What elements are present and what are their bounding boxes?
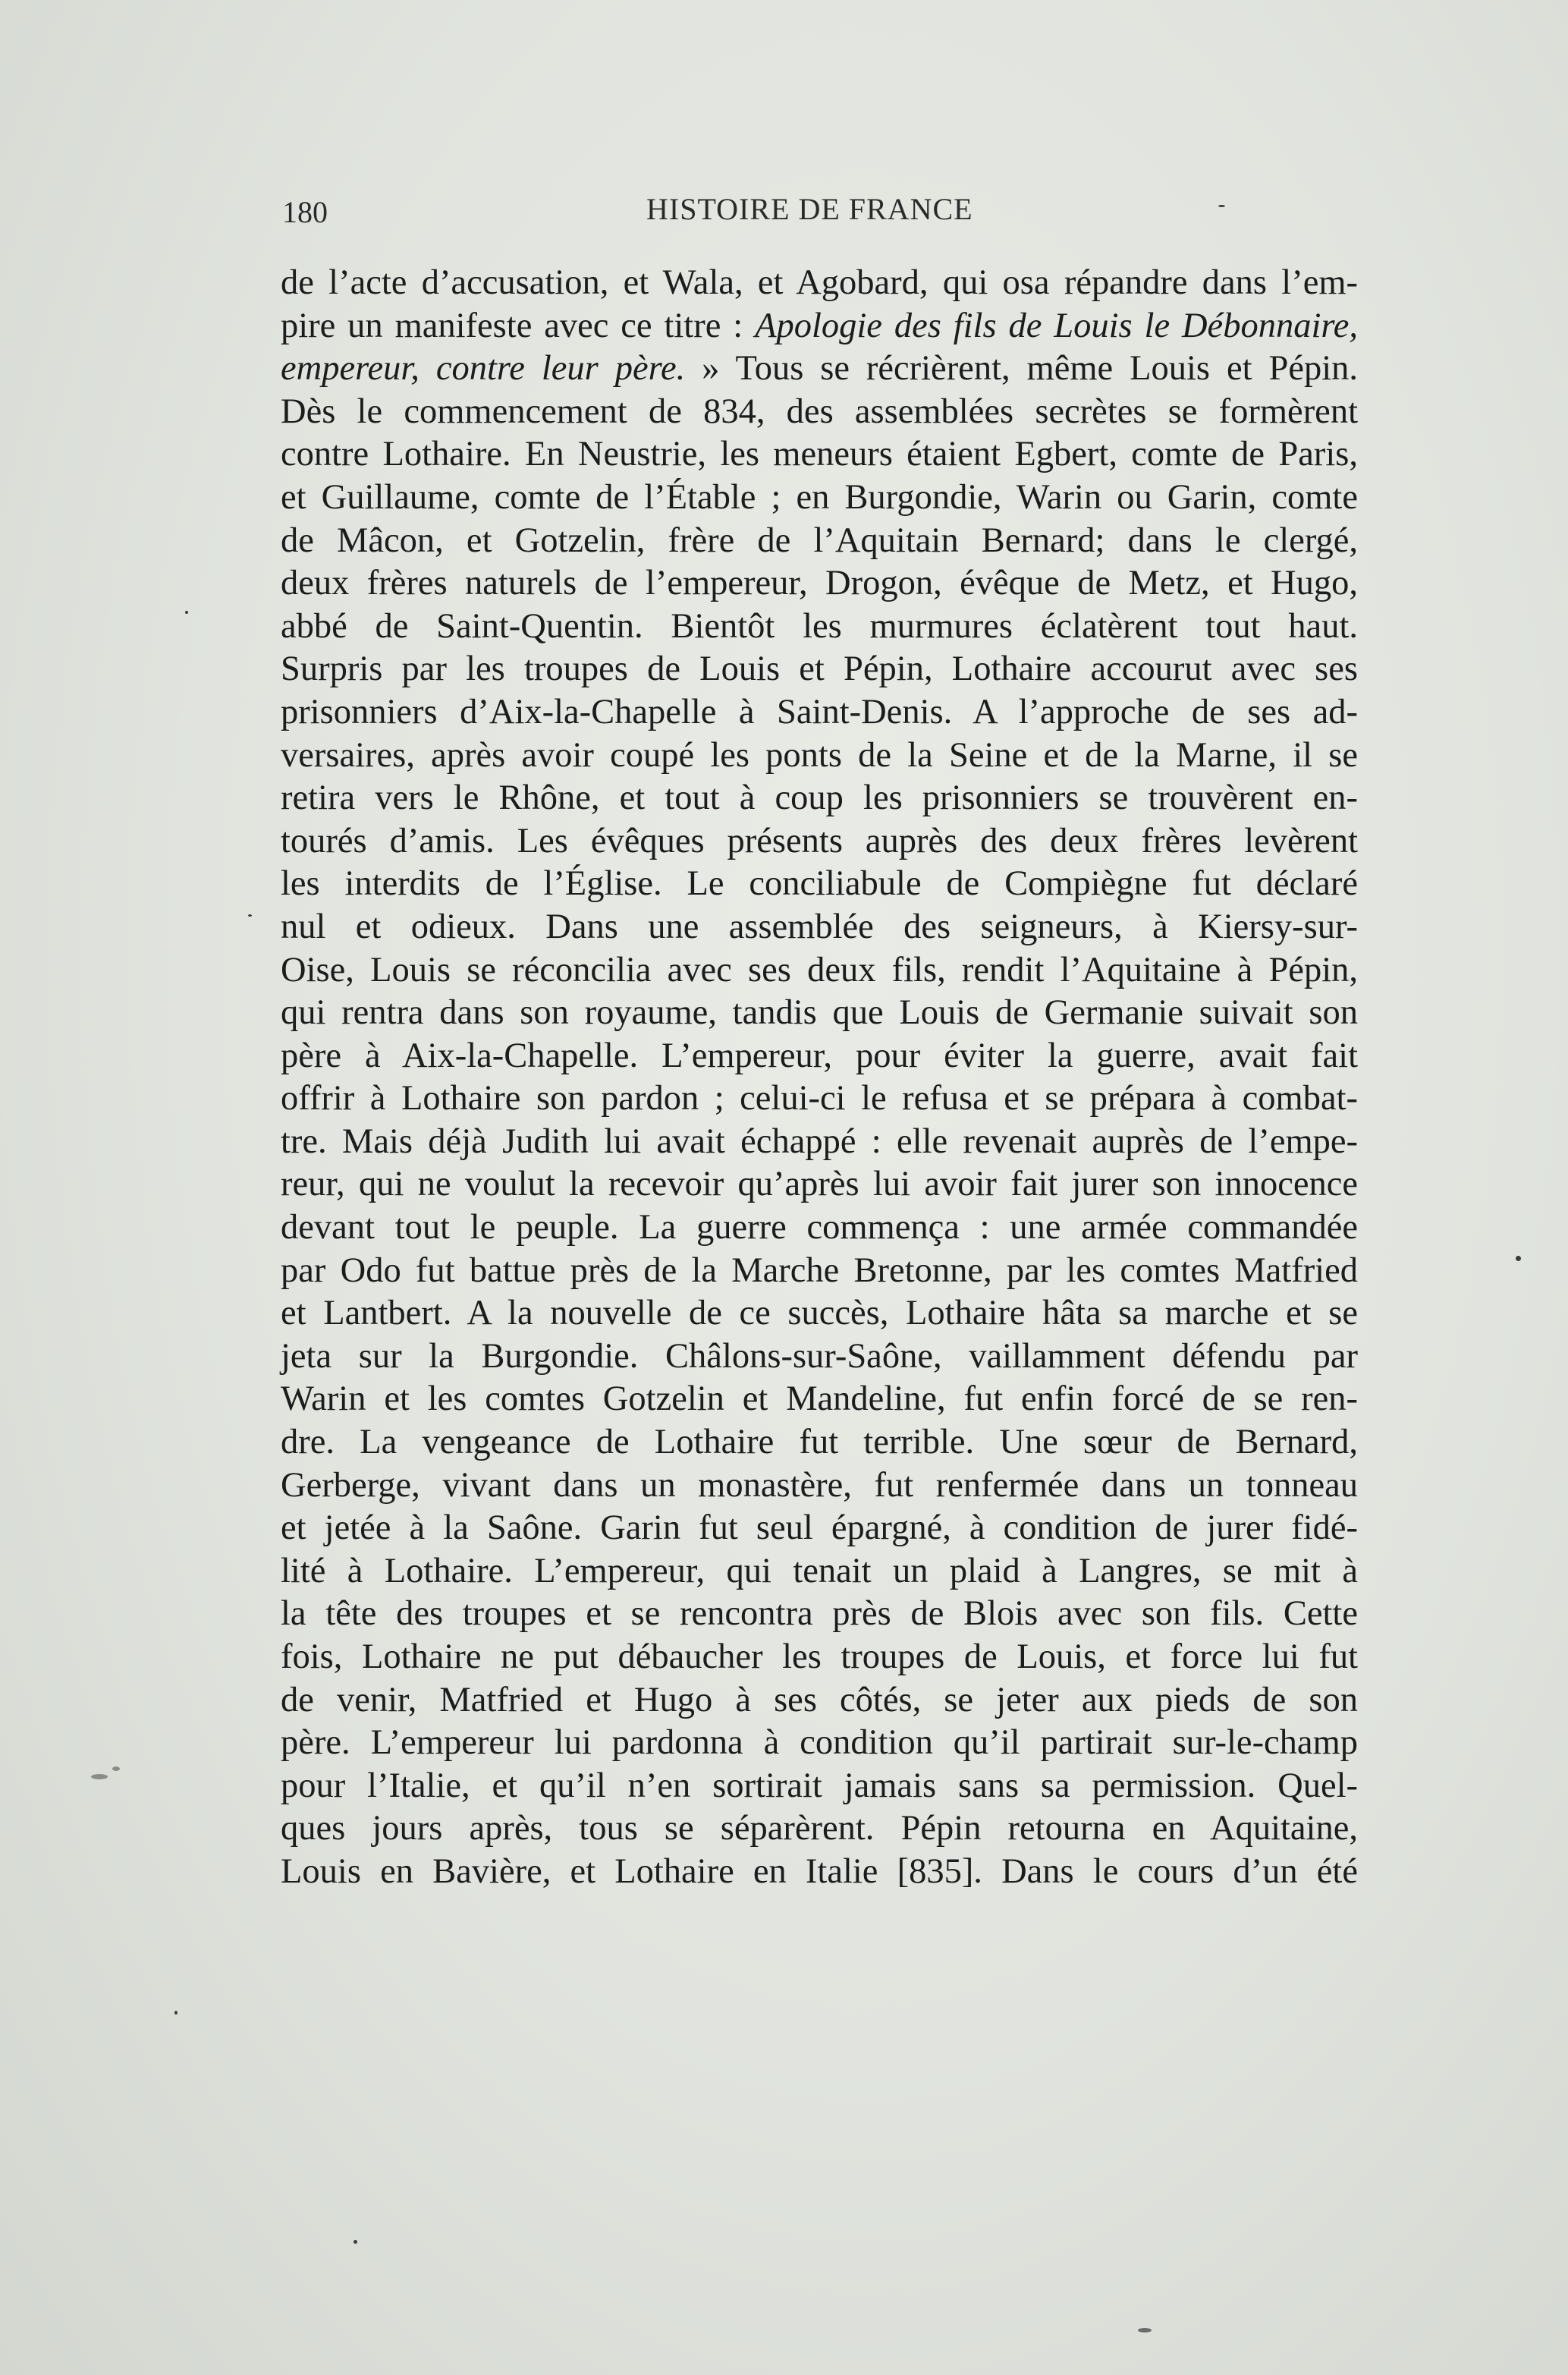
- text-line: dre. La vengeance de Lothaire fut terrible. Une sœur de Bernard,: [281, 1423, 1358, 1462]
- text-line: Oise, Louis se réconcilia avec ses deux fils, rendit l’Aquitaine à Pépin,: [281, 950, 1358, 989]
- text-line: de l’acte d’accusation, et Wala, et Agobard, qui osa répandre dans l’em-: [281, 263, 1358, 302]
- text-line: fois, Lothaire ne put débaucher les troupes de Louis, et force lui fut: [281, 1637, 1358, 1676]
- text-line: par Odo fut battue près de la Marche Bretonne, par les comtes Matfried: [281, 1250, 1358, 1290]
- text-line: pour l’Italie, et qu’il n’en sortirait jamais sans sa permission. Quel-: [281, 1766, 1358, 1805]
- paper-speck: [112, 1766, 120, 1771]
- text-line: Gerberge, vivant dans un monastère, fut renfermée dans un tonneau: [281, 1465, 1358, 1505]
- text-line: père à Aix-la-Chapelle. L’empereur, pour éviter la guerre, avait fait: [281, 1036, 1358, 1075]
- paper-speck: [185, 611, 188, 614]
- text-line: tre. Mais déjà Judith lui avait échappé : elle revenait auprès de l’empe-: [281, 1121, 1358, 1161]
- text-line: qui rentra dans son royaume, tandis que Louis de Germanie suivait son: [281, 993, 1358, 1033]
- paper-speck: [1138, 2328, 1152, 2333]
- text-line: et Lantbert. A la nouvelle de ce succès, Lothaire hâta sa marche et se: [281, 1294, 1358, 1333]
- text-line: deux frères naturels de l’empereur, Drogon, évêque de Metz, et Hugo,: [281, 564, 1358, 603]
- italic-title-part-1: Apologie des fils de Louis le Débonnaire,: [755, 306, 1358, 345]
- text-line: prisonniers d’Aix-la-Chapelle à Saint-Denis. A l’approche de ses ad-: [281, 692, 1358, 731]
- text-line: Dès le commencement de 834, des assemblées secrètes se formèrent: [281, 392, 1358, 431]
- text-line: ques jours après, tous se séparèrent. Pépin retourna en Aquitaine,: [281, 1809, 1358, 1848]
- running-title: HISTOIRE DE FRANCE: [646, 192, 973, 226]
- paper-speck: [354, 2240, 357, 2244]
- text-line: Surpris par les troupes de Louis et Pépin, Lothaire accourut avec ses: [281, 650, 1358, 689]
- text-line: contre Lothaire. En Neustrie, les meneurs étaient Egbert, comte de Paris,: [281, 435, 1358, 474]
- italic-title-part-2: empereur, contre leur père.: [281, 349, 686, 388]
- text-line-roman: » Tous se récrièrent, même Louis et Pépin.: [685, 349, 1358, 388]
- text-line: et Guillaume, comte de l’Étable ; en Burgondie, Warin ou Garin, comte: [281, 477, 1358, 517]
- text-line: père. L’empereur lui pardonna à condition qu’il partirait sur-le-champ: [281, 1723, 1358, 1763]
- text-line: nul et odieux. Dans une assemblée des seigneurs, à Kiersy-sur-: [281, 907, 1358, 946]
- text-line: abbé de Saint-Quentin. Bientôt les murmures éclatèrent tout haut.: [281, 606, 1358, 646]
- text-line: de venir, Matfried et Hugo à ses côtés, se jeter aux pieds de son: [281, 1680, 1358, 1719]
- text-line: la tête des troupes et se rencontra près de Blois avec son fils. Cette: [281, 1594, 1358, 1634]
- paper-speck: [174, 2011, 178, 2015]
- text-line: tourés d’amis. Les évêques présents auprès des deux frères levèrent: [281, 821, 1358, 860]
- text-line: [281, 305, 1358, 348]
- text-line: retira vers le Rhône, et tout à coup les prisonniers se trouvèrent en-: [281, 779, 1358, 818]
- paper-speck: [1516, 1256, 1521, 1261]
- text-line: Warin et les comtes Gotzelin et Mandeline, fut enfin forcé de se ren-: [281, 1379, 1358, 1419]
- text-line: reur, qui ne voulut la recevoir qu’après lui avoir fait jurer son innocence: [281, 1165, 1358, 1204]
- text-line: les interdits de l’Église. Le conciliabule de Compiègne fut déclaré: [281, 864, 1358, 904]
- text-line: lité à Lothaire. L’empereur, qui tenait un plaid à Langres, se mit à: [281, 1551, 1358, 1590]
- paper-speck: [248, 914, 252, 917]
- body-text: [281, 262, 1358, 1894]
- page-number: 180: [282, 195, 328, 229]
- text-line: devant tout le peuple. La guerre commença : une armée commandée: [281, 1208, 1358, 1247]
- text-line: offrir à Lothaire son pardon ; celui-ci le refusa et se prépara à combat-: [281, 1079, 1358, 1118]
- text-line: de Mâcon, et Gotzelin, frère de l’Aquitain Bernard; dans le clergé,: [281, 521, 1358, 560]
- text-line: jeta sur la Burgondie. Châlons-sur-Saône, vaillamment défendu par: [281, 1336, 1358, 1376]
- text-line: versaires, après avoir coupé les ponts de la Seine et de la Marne, il se: [281, 735, 1358, 775]
- text-line: et jetée à la Saône. Garin fut seul épargné, à condition de jurer fidé-: [281, 1508, 1358, 1548]
- paper-speck: [1218, 205, 1225, 207]
- paper-speck: [91, 1774, 108, 1779]
- text-line: [281, 348, 1358, 391]
- text-line-roman: pire un manifeste avec ce titre :: [281, 306, 756, 345]
- page-header: [282, 188, 1359, 241]
- text-line: Louis en Bavière, et Lothaire en Italie [835]. Dans le cours d’un été: [281, 1851, 1358, 1891]
